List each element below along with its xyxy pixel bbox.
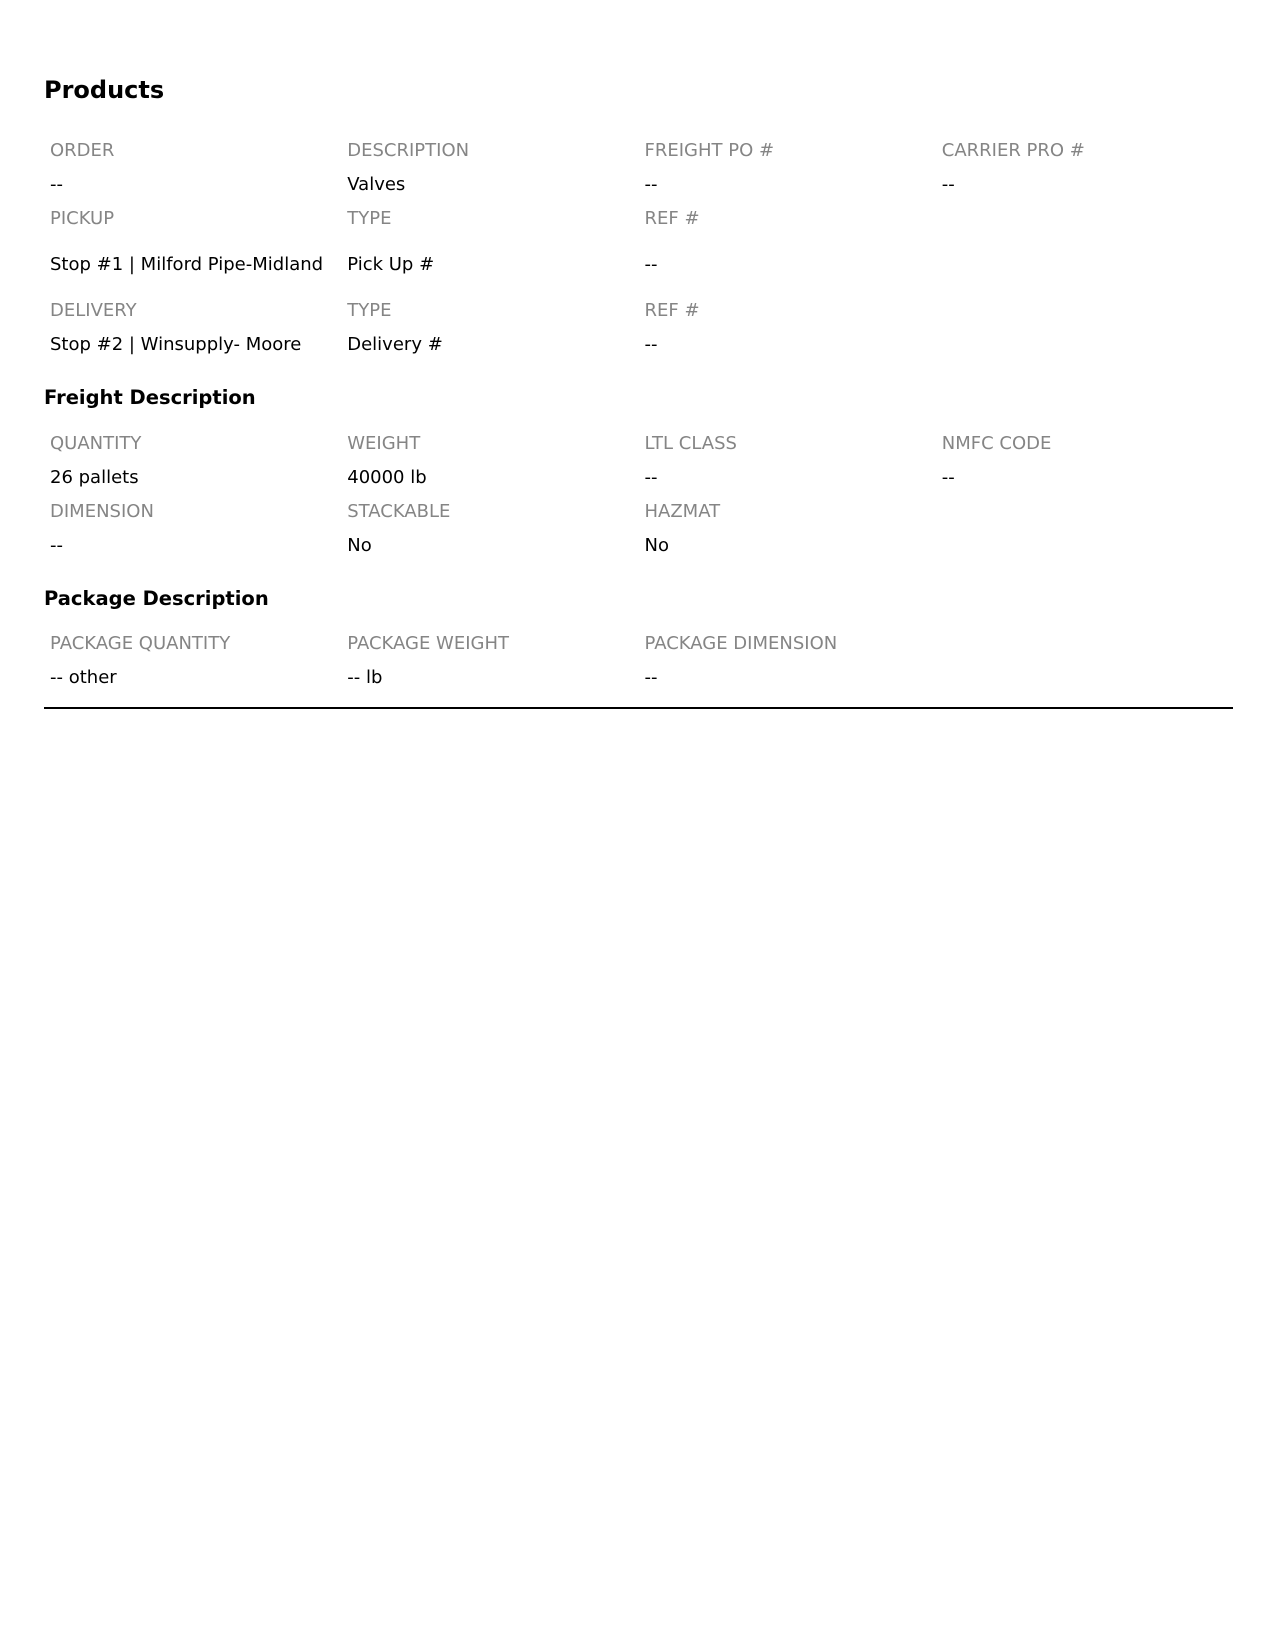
pickup-label-row [44, 202, 1233, 236]
quantity-label: QUANTITY [50, 433, 142, 454]
package-value-row [44, 661, 1233, 695]
freight-po-label: FREIGHT PO # [644, 140, 775, 161]
freight-label-row-2 [44, 495, 1233, 529]
pickup-type-value: Pick Up # [347, 254, 435, 275]
dimension-label: DIMENSION [50, 501, 154, 522]
weight-label: WEIGHT [347, 433, 421, 454]
package-label-row [44, 627, 1233, 661]
stackable-value: No [347, 535, 372, 556]
delivery-type-value: Delivery # [347, 334, 443, 355]
pickup-type-label: TYPE [347, 208, 392, 229]
products-label-row [44, 134, 1233, 168]
carrier-pro-value: -- [941, 174, 955, 195]
delivery-ref-value: -- [644, 334, 658, 355]
description-label: DESCRIPTION [347, 140, 470, 161]
freight-value-row-2 [44, 529, 1233, 563]
delivery-label: DELIVERY [50, 300, 137, 321]
package-quantity-label: PACKAGE QUANTITY [50, 633, 231, 654]
products-section-title: Products [44, 76, 165, 104]
package-dimension-value: -- [644, 667, 658, 688]
nmfc-code-label: NMFC CODE [941, 433, 1052, 454]
empty-cell [936, 627, 1233, 661]
package-weight-value: -- lb [347, 667, 383, 688]
pickup-label: PICKUP [50, 208, 115, 229]
delivery-value-row [44, 328, 1233, 362]
freight-po-value: -- [644, 174, 658, 195]
order-value: -- [50, 174, 63, 195]
package-dimension-label: PACKAGE DIMENSION [644, 633, 838, 654]
freight-table [44, 427, 1233, 563]
pickup-value-row [44, 236, 1233, 294]
pickup-ref-value: -- [644, 254, 658, 275]
delivery-type-label: TYPE [347, 300, 392, 321]
pickup-value: Stop #1 | Milford Pipe-Midland [50, 254, 324, 275]
hazmat-value: No [644, 535, 669, 556]
delivery-value: Stop #2 | Winsupply- Moore [50, 334, 302, 355]
ltl-class-label: LTL CLASS [644, 433, 737, 454]
dimension-value: -- [50, 535, 63, 556]
empty-cell [936, 661, 1233, 695]
package-table [44, 627, 1233, 695]
delivery-ref-label: REF # [644, 300, 700, 321]
freight-value-row [44, 461, 1233, 495]
empty-cell [936, 328, 1233, 362]
bottom-divider [44, 707, 1233, 709]
products-value-row [44, 168, 1233, 202]
empty-cell [936, 202, 1233, 236]
empty-cell [936, 529, 1233, 563]
package-quantity-value: -- other [50, 667, 117, 688]
empty-cell [936, 294, 1233, 328]
description-value: Valves [347, 174, 406, 195]
empty-cell [936, 495, 1233, 529]
stackable-label: STACKABLE [347, 501, 451, 522]
package-section-title: Package Description [44, 587, 269, 610]
products-table [44, 134, 1233, 362]
carrier-pro-label: CARRIER PRO # [941, 140, 1085, 161]
delivery-label-row [44, 294, 1233, 328]
package-weight-label: PACKAGE WEIGHT [347, 633, 510, 654]
empty-cell [936, 236, 1233, 294]
order-label: ORDER [50, 140, 115, 161]
hazmat-label: HAZMAT [644, 501, 721, 522]
freight-label-row [44, 427, 1233, 461]
weight-value: 40000 lb [347, 467, 427, 488]
ltl-class-value: -- [644, 467, 658, 488]
freight-section-title: Freight Description [44, 386, 256, 409]
quantity-value: 26 pallets [50, 467, 139, 488]
nmfc-code-value: -- [941, 467, 955, 488]
pickup-ref-label: REF # [644, 208, 700, 229]
